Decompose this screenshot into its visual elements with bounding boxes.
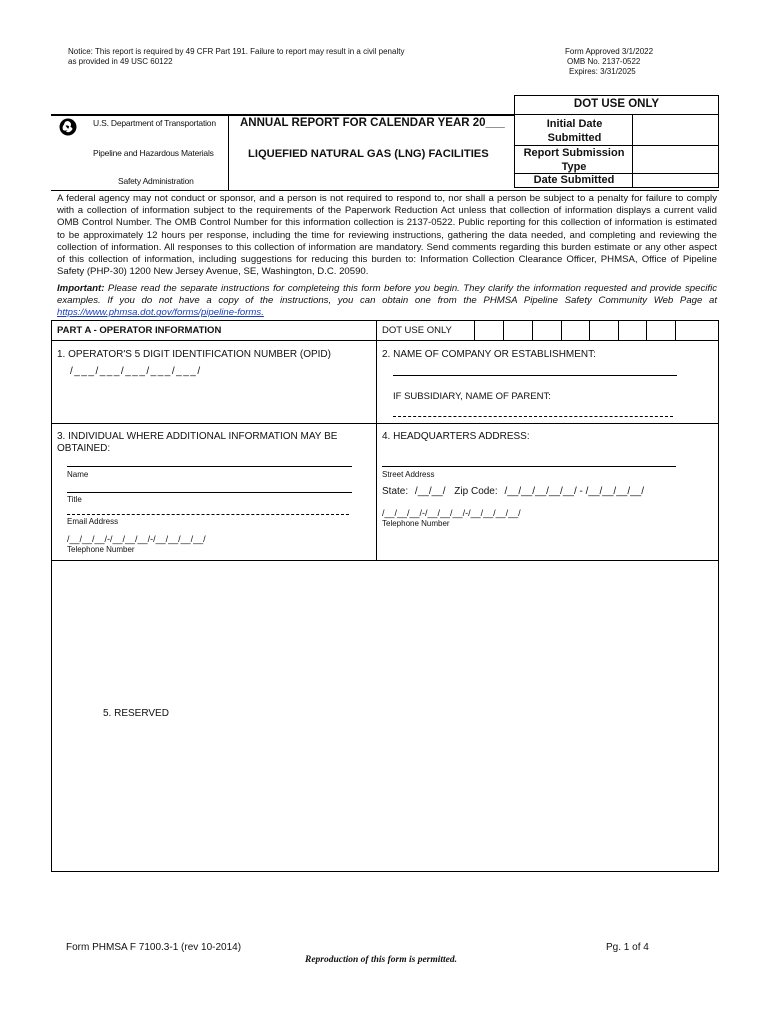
approval-info: [565, 47, 705, 77]
notice-line-2: as provided in 49 USC 60122: [68, 57, 173, 66]
contact-phone-field[interactable]: /__/__/__/-/__/__/__/-/__/__/__/__/: [67, 534, 206, 544]
part-a-dot-use: DOT USE ONLY: [382, 325, 452, 336]
q3-label: 3. INDIVIDUAL WHERE ADDITIONAL INFORMATION MAY BE OBTAINED:: [57, 431, 338, 454]
initial-date-label: Initial Date Submitted: [546, 118, 603, 144]
contact-email-field[interactable]: [67, 514, 349, 515]
form-approved: Form Approved 3/1/2022: [565, 47, 654, 56]
contact-name-field[interactable]: [67, 466, 352, 467]
opid-field[interactable]: /___/___/___/___/___/: [70, 366, 202, 377]
dept-name: U.S. Department of Transportation: [93, 118, 216, 128]
contact-title-field[interactable]: [67, 492, 352, 493]
part-a-title: PART A - OPERATOR INFORMATION: [57, 325, 222, 336]
street-address-field[interactable]: [382, 466, 676, 467]
state-row: [382, 486, 644, 497]
division-name: Pipeline and Hazardous Materials: [93, 148, 214, 158]
state-label: State:: [382, 486, 409, 497]
q3-phone-label: Telephone Number: [67, 545, 135, 554]
company-name-field[interactable]: [393, 375, 677, 376]
pipeline-forms-link[interactable]: https://www.phmsa.dot.gov/forms/pipeline-forms.: [57, 307, 264, 319]
part-a-body: [51, 340, 719, 872]
q3-name-label: Name: [67, 470, 89, 479]
notice-line-1: Notice: This report is required by 49 CFR Part 191. Failure to report may result in a civil penalty: [68, 47, 405, 56]
zip-label: Zip Code:: [454, 486, 498, 497]
admin-name: Safety Administration: [118, 176, 194, 186]
report-subtitle: LIQUEFIED NATURAL GAS (LNG) FACILITIES: [248, 148, 489, 160]
page-number: Pg. 1 of 4: [606, 942, 649, 953]
q1-label: 1. OPERATOR'S 5 DIGIT IDENTIFICATION NUMBER (OPID): [57, 349, 331, 360]
parent-name-field[interactable]: [393, 416, 673, 417]
form-number: Form PHMSA F 7100.3-1 (rev 10-2014): [66, 942, 242, 953]
report-title: ANNUAL REPORT FOR CALENDAR YEAR 20___: [240, 117, 505, 129]
q4-phone-label: Telephone Number: [382, 519, 450, 528]
state-field[interactable]: /__/__/: [414, 486, 446, 497]
hq-phone-field[interactable]: /__/__/__/-/__/__/__/-/__/__/__/__/: [382, 508, 521, 518]
notice: [68, 47, 488, 67]
paperwork-notice: A federal agency may not conduct or sponsor, and a person is not required to respond to, nor shall a person be subject to a penalty for failure to comply with a collection of information subject to the requirements of the Paperwork Reduction Act unless that collection of information displays a current valid OMB Control Number. The OMB Control Number for this information collection is 2137-0522. Public reporting for this collection of information is estimated to be approximately 12 hours per response, including the time for reviewing instructions, gathering the data needed, and completing and reviewing the collection of information. All responses to this collection of information are mandatory. Send comments regarding this burden estimate or any other aspect of this collection of information, including suggestions for reducing this burden to: Information Collection Clearance Officer, PHMSA, Office of Pipeline Safety (PHP-30) 1200 New Jersey Avenue, SE, Washington, D.C. 20590.: [57, 193, 717, 278]
q2-label: 2. NAME OF COMPANY OR ESTABLISHMENT:: [382, 349, 596, 360]
dot-triskelion-logo-icon: [59, 118, 77, 136]
dot-use-only-title: DOT USE ONLY: [573, 98, 660, 110]
expires: Expires: 3/31/2025: [569, 67, 636, 76]
q3-title-label: Title: [67, 495, 82, 504]
zip-field[interactable]: /__/__/__/__/__/ - /__/__/__/__/: [504, 486, 644, 497]
q2-subsidiary-label: IF SUBSIDIARY, NAME OF PARENT:: [393, 391, 551, 402]
important-text: Please read the separate instructions for completeing this form before you begin. They clarify the information requested and provide specific examples. If you do not have a copy of the instructions, you can obtain one from the PHMSA Pipeline Safety Community Web Page at: [57, 283, 717, 307]
reproduction-note: Reproduction of this form is permitted.: [305, 955, 458, 965]
dot-logo: [59, 118, 77, 141]
q3-email-label: Email Address: [67, 517, 119, 526]
q4-street-label: Street Address: [382, 470, 435, 479]
important-label: Important:: [57, 283, 105, 294]
date-submitted-label: Date Submitted: [533, 174, 615, 186]
report-type-label: Report Submission Type: [523, 147, 625, 173]
q4-label: 4. HEADQUARTERS ADDRESS:: [382, 431, 530, 442]
q5-label: 5. RESERVED: [103, 708, 169, 719]
important-notice: [57, 283, 717, 320]
omb-number: OMB No. 2137-0522: [567, 57, 641, 66]
